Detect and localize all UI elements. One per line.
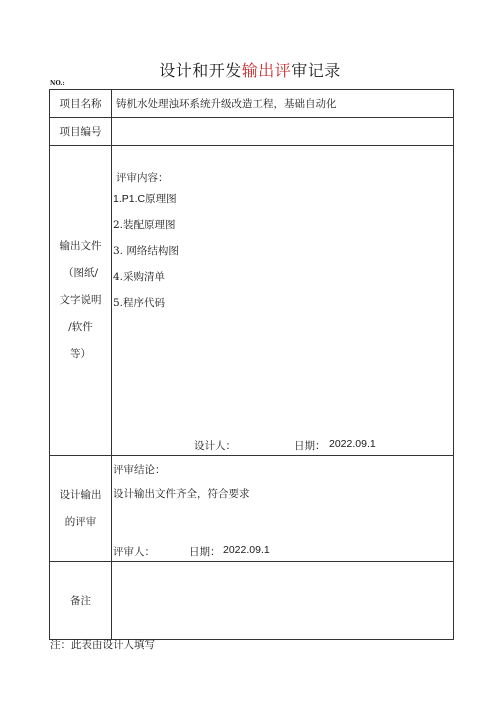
output-item: 3. 网络结构图 [113, 245, 179, 257]
output-review-label-line: 的评审 [64, 515, 97, 528]
review-conclusion-heading: 评审结论： [113, 464, 166, 476]
output-files-label-line: 输出文件 [59, 240, 102, 252]
record-number-label: NO.: [50, 80, 65, 87]
output-files-label-line: （图纸/ [62, 267, 99, 279]
output-files-label-line: /软件 [68, 321, 93, 333]
title-prefix: 设计和开发 [159, 61, 242, 80]
row-remarks [50, 562, 454, 640]
output-review-label [50, 456, 112, 562]
output-files-label-line: 等） [70, 348, 91, 360]
project-number-value[interactable] [112, 118, 454, 146]
output-files-label [50, 146, 112, 456]
title-suffix: 审记录 [291, 61, 341, 80]
designer-label: 设计人： [194, 440, 236, 452]
output-item: 2.装配原理图 [113, 219, 176, 231]
row-output-files [50, 146, 454, 456]
project-name-value[interactable]: 铸机水处理浊环系统升级改造工程，基础自动化 [112, 90, 454, 118]
reviewer-date-label: 日期： [189, 546, 221, 558]
document-title [0, 58, 500, 81]
title-highlight: 输出评 [241, 61, 292, 80]
row-project-name [50, 90, 454, 118]
output-review-label-line: 设计输出 [59, 488, 102, 501]
remarks-value[interactable] [112, 562, 454, 640]
row-project-number [50, 118, 454, 146]
review-form-table [49, 89, 454, 640]
output-files-content [112, 146, 454, 456]
project-name-label: 项目名称 [50, 90, 112, 118]
reviewer-date-value: 2022.09.1 [223, 544, 270, 556]
output-item: 1.P1.C原理图 [113, 193, 177, 205]
review-conclusion-text: 设计输出文件齐全，符合要求 [113, 488, 250, 500]
footnote: 注：此表由设计人填写 [50, 639, 155, 651]
output-review-content [112, 456, 454, 562]
designer-date-value: 2022.09.1 [329, 438, 376, 450]
project-number-label: 项目编号 [50, 118, 112, 146]
review-content-heading: 评审内容： [116, 172, 169, 184]
reviewer-label: 评审人： [113, 546, 155, 558]
output-files-label-line: 文字说明 [59, 294, 102, 306]
designer-date-label: 日期： [294, 440, 326, 452]
output-item: 4.采购清单 [113, 271, 166, 283]
output-item: 5.程序代码 [113, 297, 166, 309]
row-output-review [50, 456, 454, 562]
remarks-label: 备注 [50, 562, 112, 640]
